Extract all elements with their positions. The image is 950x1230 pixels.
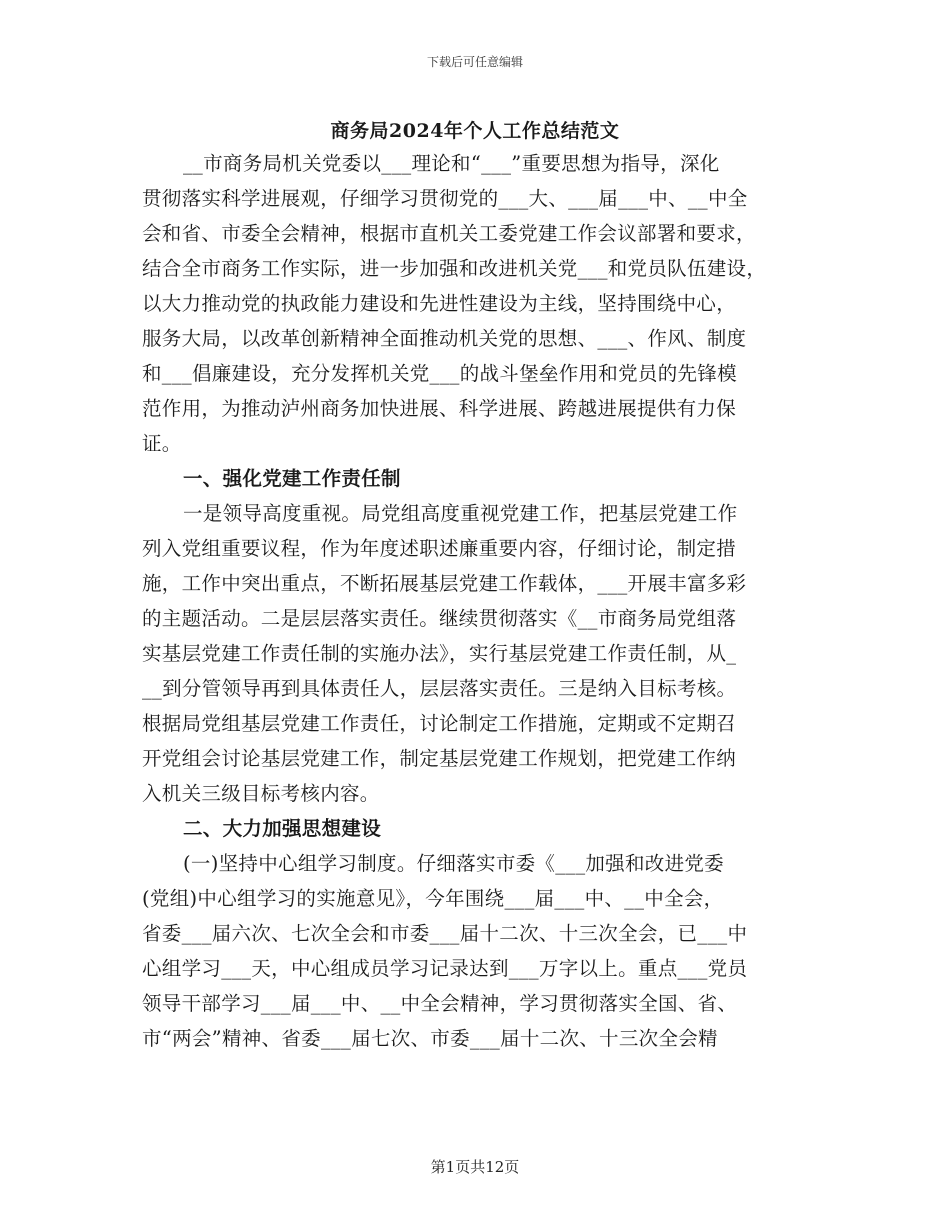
body-line: __到分管领导再到具体责任人，层层落实责任。三是纳入目标考核。 [142,677,737,700]
body-line: 实基层党建工作责任制的实施办法》，实行基层党建工作责任制，从_ [142,642,737,665]
page-header-note: 下载后可任意编辑 [426,55,523,69]
body-line: __市商务局机关党委以___理论和“___”重要思想为指导，深化 [183,152,720,175]
page-footer-number: 第1页共12页 [430,1158,520,1176]
body-line: 证。 [142,432,182,455]
body-line: 一是领导高度重视。局党组高度重视党建工作，把基层党建工作 [183,502,738,525]
body-line: 根据局党组基层党建工作责任，讨论制定工作措施，定期或不定期召 [142,712,737,735]
body-line: 和___倡廉建设，充分发挥机关党___的战斗堡垒作用和党员的先锋模 [142,362,737,385]
section-heading-1: 一、强化党建工作责任制 [183,467,401,490]
body-line: 范作用，为推动泸州商务加快进展、科学进展、跨越进展提供有力保 [142,397,737,420]
body-line: 省委___届六次、七次全会和市委___届十二次、十三次全会，已___中 [142,922,748,945]
document-body [142,146,812,1056]
section-heading-2: 二、大力加强思想建设 [183,817,382,840]
body-line: 领导干部学习___届___中、__中全会精神，学习贯彻落实全国、省、 [142,992,738,1015]
body-line: 施，工作中突出重点，不断拓展基层党建工作载体，___开展丰富多彩 [142,572,747,595]
body-line: 服务大局，以改革创新精神全面推动机关党的思想、___、作风、制度 [142,327,747,350]
body-line: 贯彻落实科学进展观，仔细学习贯彻党的___大、___届___中、__中全 [142,187,748,210]
body-line: (一)坚持中心组学习制度。仔细落实市委《___加强和改进党委 [183,852,724,875]
body-line: 市“两会”精神、省委___届七次、市委___届十二次、十三次全会精 [142,1027,718,1050]
body-line: 的主题活动。二是层层落实责任。继续贯彻落实《__市商务局党组落 [142,607,737,630]
body-line: 以大力推动党的执政能力建设和先进性建设为主线，坚持围绕中心， [142,292,737,315]
body-line: 入机关三级目标考核内容。 [142,782,380,805]
body-line: 会和省、市委全会精神，根据市直机关工委党建工作会议部署和要求， [142,222,756,245]
body-line: (党组)中心组学习的实施意见》，今年围绕___届___中、__中全会， [142,887,724,910]
document-title: 商务局2024年个人工作总结范文 [330,120,620,142]
body-line: 心组学习___天，中心组成员学习记录达到___万字以上。重点___党员 [142,957,748,980]
body-line: 列入党组重要议程，作为年度述职述廉重要内容，仔细讨论，制定措 [142,537,737,560]
body-line: 开党组会讨论基层党建工作，制定基层党建工作规划，把党建工作纳 [142,747,737,770]
body-line: 结合全市商务工作实际，进一步加强和改进机关党___和党员队伍建设， [142,257,767,280]
